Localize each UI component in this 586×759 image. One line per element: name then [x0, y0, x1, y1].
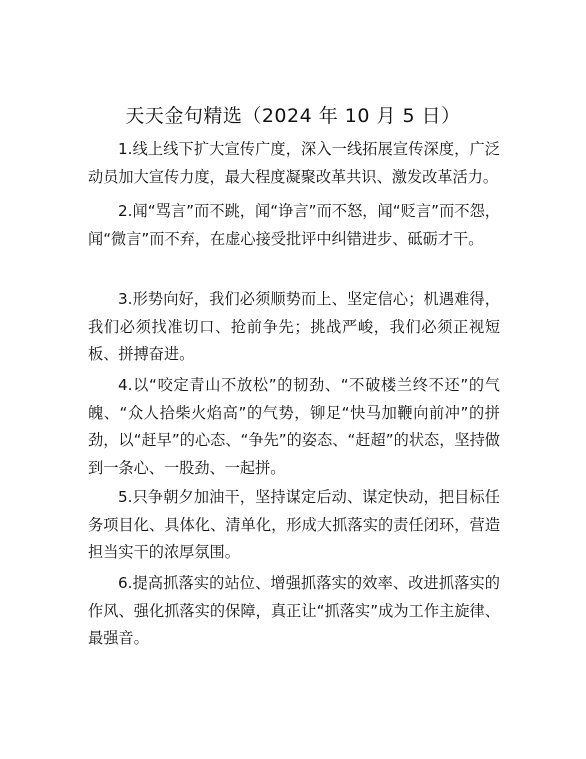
paragraph-2: 2.闻“骂言”而不跳，闻“诤言”而不怒，闻“贬言”而不怨，闻“微言”而不弃，在虚心接受批评中纠错进步、砥砺才干。 [88, 202, 500, 248]
document-title: 天天金句精选（2024 年 10 月 5 日） [125, 105, 461, 127]
paragraph-3: 3.形势向好，我们必须顺势而上、坚定信心；机遇难得，我们必须找准切口、抢前争先；挑战严峻，我们必须正视短板、拼搏奋进。 [88, 290, 500, 363]
paragraph-1: 1.线上线下扩大宣传广度，深入一线拓展宣传深度，广泛动员加大宣传力度，最大程度凝聚改革共识、激发改革活力。 [88, 140, 500, 186]
paragraph-6: 6.提高抓落实的站位、增强抓落实的效率、改进抓落实的作风、强化抓落实的保障，真正让“抓落实”成为工作主旋律、最强音。 [88, 574, 500, 647]
paragraph-5: 5.只争朝夕加油干，坚持谋定后动、谋定快动，把目标任务项目化、具体化、清单化，形成大抓落实的责任闭环，营造担当实干的浓厚氛围。 [88, 488, 500, 561]
paragraph-4: 4.以“咬定青山不放松”的韧劲、“不破楼兰终不还”的气魄、“众人拾柴火焰高”的气势，铆足“快马加鞭向前冲”的拼劲，以“赶早”的心态、“争先”的姿态、“赶超”的状态，坚持做到一条心、一股劲、一起拼。 [88, 376, 500, 477]
